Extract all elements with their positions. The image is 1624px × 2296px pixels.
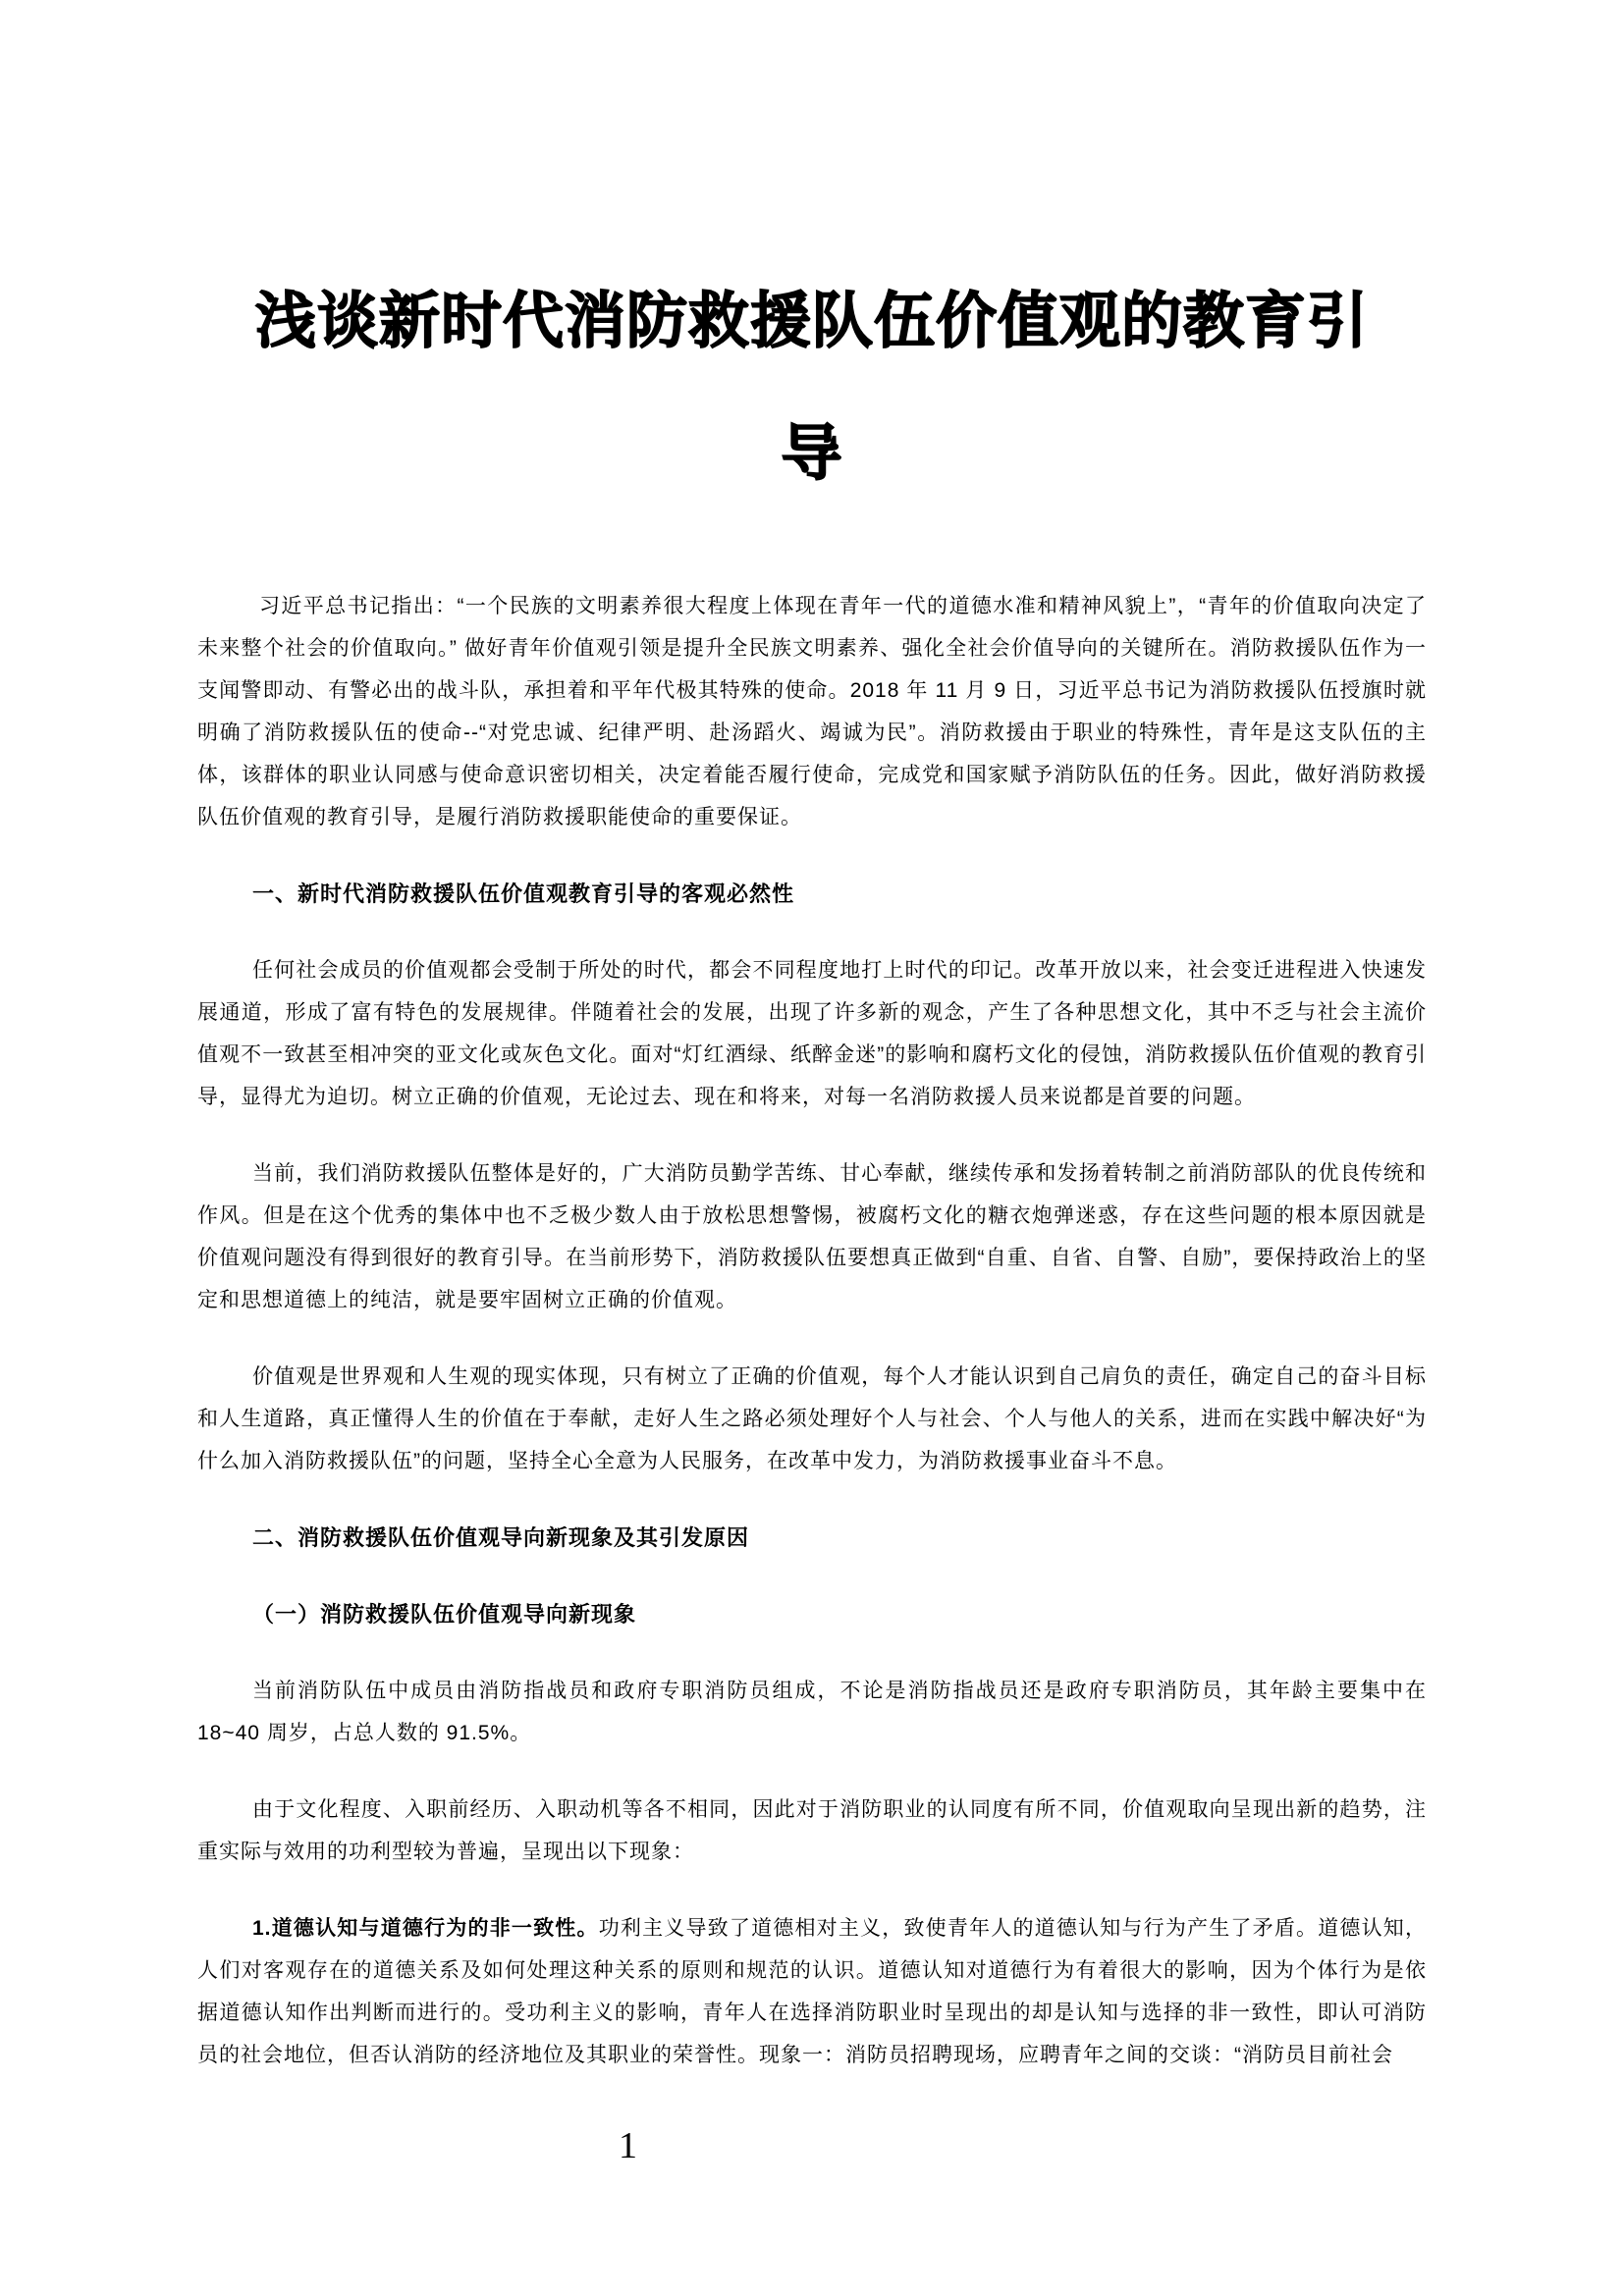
document-title-line1: 浅谈新时代消防救援队伍价值观的教育引 <box>254 288 1369 355</box>
document-content <box>197 255 1427 2076</box>
paragraph-section2-3 <box>197 1907 1427 2076</box>
paragraph-section1-2: 当前，我们消防救援队伍整体是好的，广大消防员勤学苦练、甘心奉献，继续传承和发扬着转制之前消防部队的优良传统和作风。但是在这个优秀的集体中也不乏极少数人由于放松思想警惕，被腐朽文化的糖衣炮弹迷惑，存在这些问题的根本原因就是价值观问题没有得到很好的教育引导。在当前形势下，消防救援队伍要想真正做到“自重、自省、自警、自励”，要保持政治上的坚定和思想道德上的纯洁，就是要牢固树立正确的价值观。 <box>197 1162 1427 1311</box>
document-title <box>197 255 1427 520</box>
paragraph-intro: 习近平总书记指出：“一个民族的文明素养很大程度上体现在青年一代的道德水准和精神风貌上”，“青年的价值取向决定了未来整个社会的价值取向。” 做好青年价值观引领是提升全民族文明素养、强化全社会价值导向的关键所在。消防救援队伍作为一支闻警即动、有警必出的战斗队，承担着和平年代极其特殊的使命。2018 年 11 月 9 日，习近平总书记为消防救援队伍授旗时就明确了消防救援队伍的使命--“对党忠诚、纪律严明、赴汤蹈火、竭诚为民”。消防救援由于职业的特殊性，青年是这支队伍的主体，该群体的职业认同感与使命意识密切相关，决定着能否履行使命，完成党和国家赋予消防队伍的任务。因此，做好消防救援队伍价值观的教育引导，是履行消防救援职能使命的重要保证。 <box>197 595 1427 828</box>
paragraph-section2-3-text: 功利主义导致了道德相对主义，致使青年人的道德认知与行为产生了矛盾。道德认知，人们对客观存在的道德关系及如何处理这种关系的原则和规范的认识。道德认知对道德行为有着很大的影响，因为个体行为是依据道德认知作出判断而进行的。受功利主义的影响，青年人在选择消防职业时呈现出的却是认知与选择的非一致性，即认可消防员的社会地位，但否认消防的经济地位及其职业的荣誉性。现象一：消防员招聘现场，应聘青年之间的交谈：“消防员目前社会 <box>197 1917 1428 2066</box>
section-heading-2: 二、消防救援队伍价值观导向新现象及其引发原因 <box>252 1525 750 1550</box>
paragraph-section2-3-lead: 1.道德认知与道德行为的非一致性。 <box>252 1917 599 1940</box>
paragraph-section2-1: 当前消防队伍中成员由消防指战员和政府专职消防员组成，不论是消防指战员还是政府专职消防员，其年龄主要集中在 18~40 周岁，占总人数的 91.5%。 <box>197 1680 1427 1744</box>
paragraph-section1-1: 任何社会成员的价值观都会受制于所处的时代，都会不同程度地打上时代的印记。改革开放以来，社会变迁进程进入快速发展通道，形成了富有特色的发展规律。伴随着社会的发展，出现了许多新的观念，产生了各种思想文化，其中不乏与社会主流价值观不一致甚至相冲突的亚文化或灰色文化。面对“灯红酒绿、纸醉金迷”的影响和腐朽文化的侵蚀，消防救援队伍价值观的教育引导，显得尤为迫切。树立正确的价值观，无论过去、现在和将来，对每一名消防救援人员来说都是首要的问题。 <box>197 959 1427 1108</box>
document-title-line2: 导 <box>781 420 843 488</box>
paragraph-section2-2: 由于文化程度、入职前经历、入职动机等各不相同，因此对于消防职业的认同度有所不同，价值观取向呈现出新的趋势，注重实际与效用的功利型较为普遍，呈现出以下现象： <box>197 1798 1427 1863</box>
section-heading-1: 一、新时代消防救援队伍价值观教育引导的客观必然性 <box>252 881 795 906</box>
page-number: 1 <box>619 2125 637 2166</box>
section-heading-2-sub1: （一）消防救援队伍价值观导向新现象 <box>252 1602 637 1627</box>
paragraph-section1-3: 价值观是世界观和人生观的现实体现，只有树立了正确的价值观，每个人才能认识到自己肩负的责任，确定自己的奋斗目标和人生道路，真正懂得人生的价值在于奉献，走好人生之路必须处理好个人与社会、个人与他人的关系，进而在实践中解决好“为什么加入消防救援队伍”的问题，坚持全心全意为人民服务，在改革中发力，为消防救援事业奋斗不息。 <box>197 1365 1427 1472</box>
